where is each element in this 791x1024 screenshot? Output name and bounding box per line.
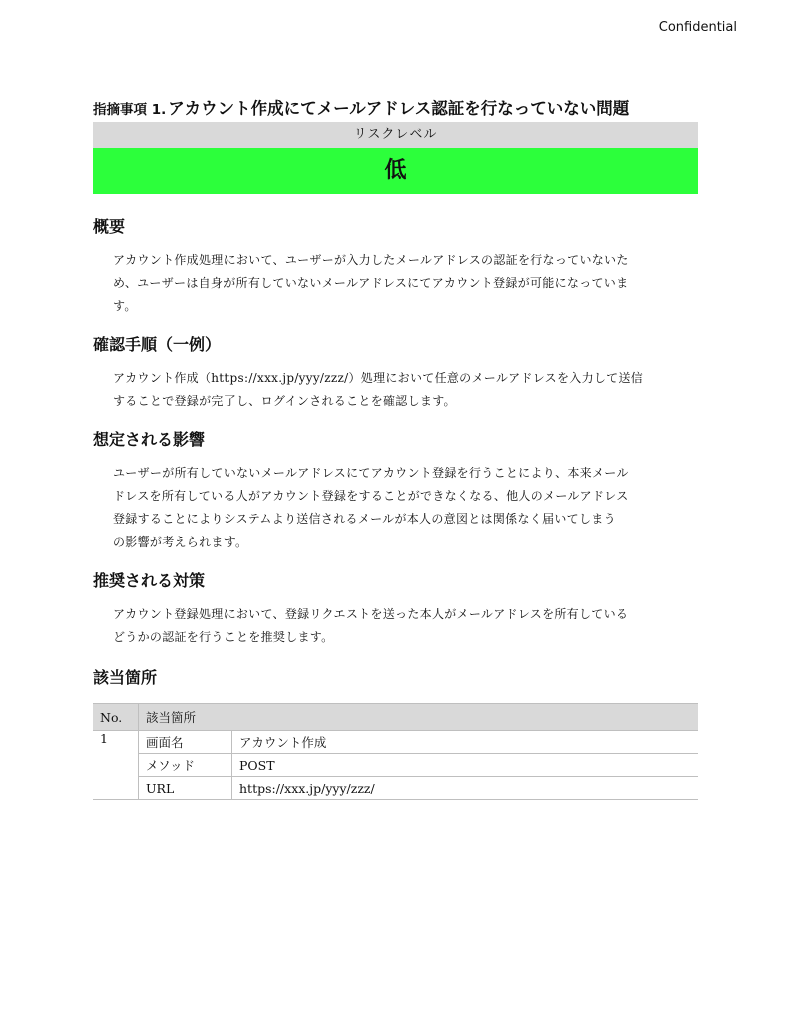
countermeasure-line: どうかの認証を行うことを推奨します。 [113,630,334,644]
countermeasure-line: アカウント登録処理において、登録リクエストを送った本人がメールアドレスを所有している [113,607,629,621]
steps-text [93,367,698,413]
impact-line: ユーザーが所有していないメールアドレスにてアカウント登録を行うことにより、本来メール [113,466,629,480]
steps-heading: 確認手順（一例） [93,335,222,354]
impact-line: 登録することによりシステムより送信されるメールが本人の意図とは関係なく届いてしまう [113,512,616,526]
steps-line: することで登録が完了し、ログインされることを確認します。 [113,394,456,408]
table-cell-value: https://xxx.jp/yyy/zzz/ [232,777,699,800]
table-header-location: 該当箇所 [139,704,699,731]
finding-title [93,96,698,122]
table-cell-value: POST [232,754,699,777]
impact-text [93,462,698,554]
finding-number: 指摘事項 1. [93,102,167,118]
location-table [93,703,698,800]
impact-heading: 想定される影響 [93,430,206,449]
finding-title-text: アカウント作成にてメールアドレス認証を行なっていない問題 [168,99,630,118]
table-row [93,731,698,754]
table-cell-no: 1 [93,731,139,800]
table-cell-key: URL [139,777,232,800]
summary-text [93,249,698,318]
table-cell-key: メソッド [139,754,232,777]
table-row [93,754,698,777]
finding-page [93,96,698,800]
table-header-no: No. [93,704,139,731]
impact-line: の影響が考えられます。 [113,535,248,549]
table-cell-value: アカウント作成 [232,731,699,754]
table-row [93,777,698,800]
summary-line: アカウント作成処理において、ユーザーが入力したメールアドレスの認証を行なっていないた [113,253,629,267]
table-header-row [93,704,698,731]
location-heading: 該当箇所 [93,668,158,687]
risk-level-value: 低 [93,148,698,194]
summary-line: め、ユーザーは自身が所有していないメールアドレスにてアカウント登録が可能になっていま [113,276,629,290]
summary-line: す。 [113,299,137,313]
risk-level-label: リスクレベル [93,122,698,148]
impact-line: ドレスを所有している人がアカウント登録をすることができなくなる、他人のメールアドレス [113,489,629,503]
steps-line: アカウント作成（https://xxx.jp/yyy/zzz/）処理において任意のメールアドレスを入力して送信 [113,371,644,385]
table-cell-key: 画面名 [139,731,232,754]
confidential-label: Confidential [658,20,737,35]
countermeasure-heading: 推奨される対策 [93,571,206,590]
summary-heading: 概要 [93,217,126,236]
countermeasure-text [93,603,698,649]
